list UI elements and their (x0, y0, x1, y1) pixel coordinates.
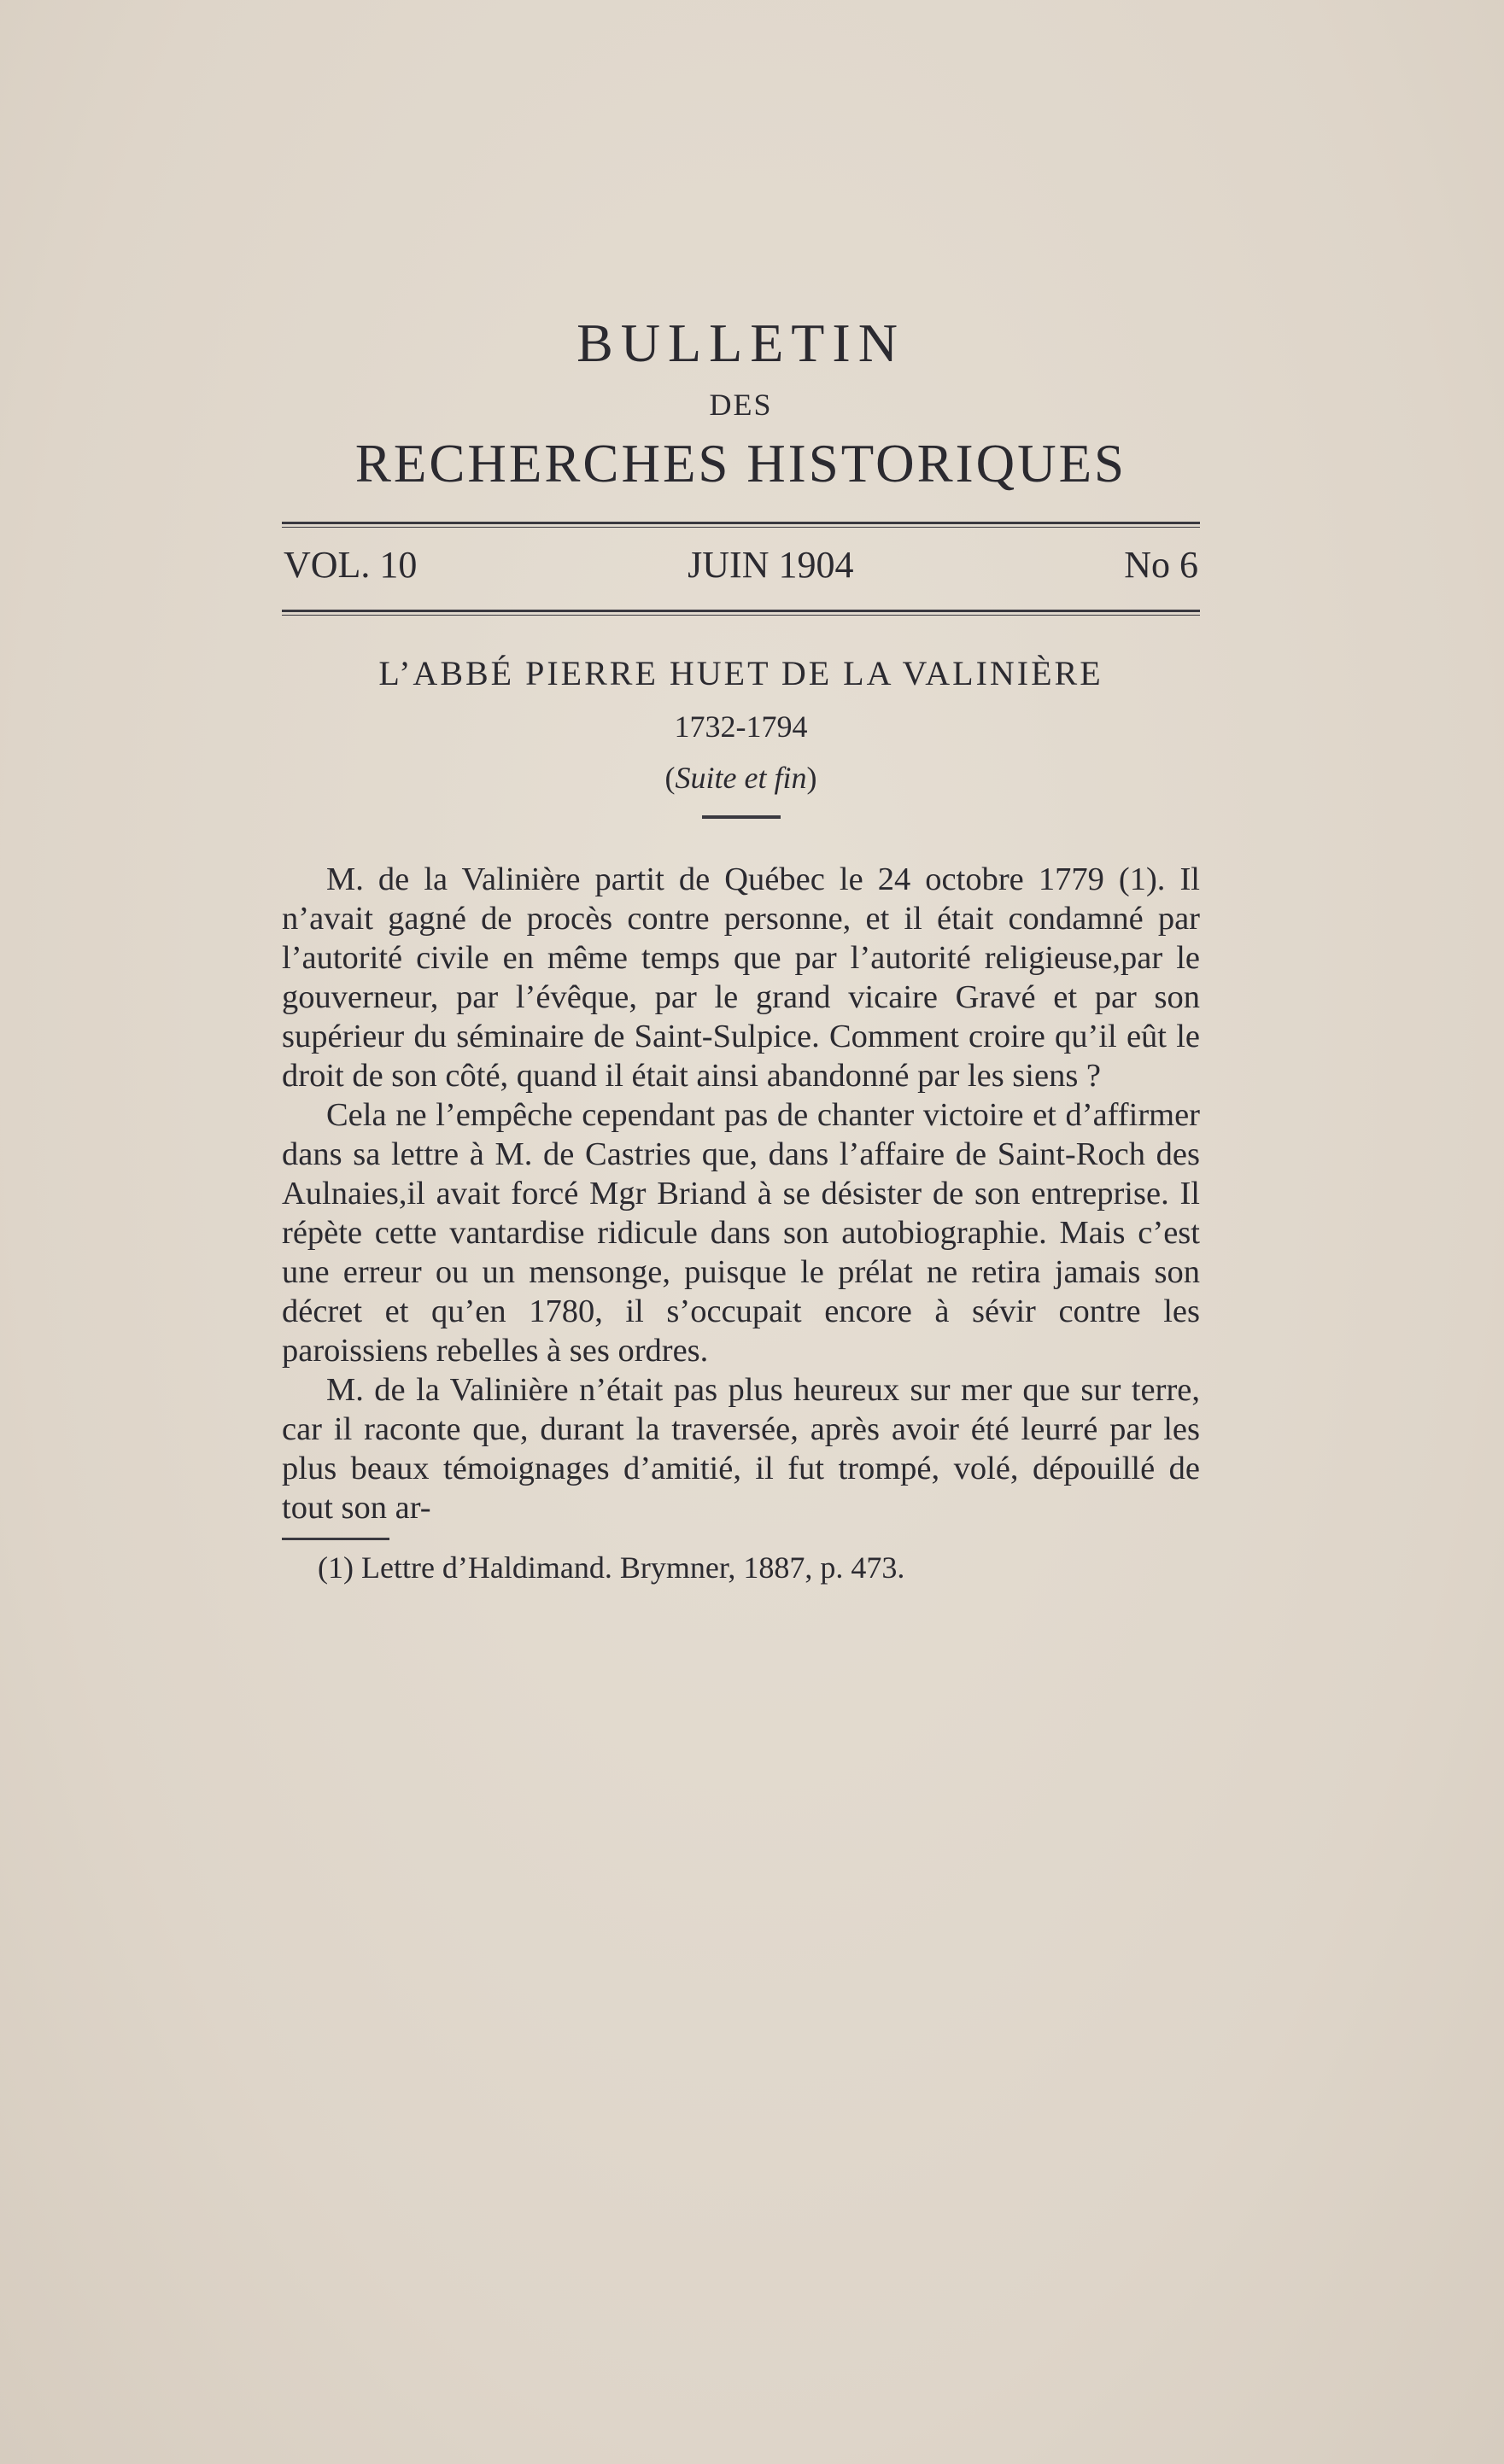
body-paragraph: M. de la Valinière n’était pas plus heureux sur mer que sur terre, car il raconte que, durant la traversée, après avoir été leurré par les plus beaux témoignages d’amitié, il fut trompé, volé, dépouillé de tout son ar- (282, 1372, 1200, 1526)
continuation-open-paren: ( (664, 761, 676, 795)
issue-number: No 6 (1124, 544, 1198, 586)
journal-title-des: DES (709, 388, 773, 422)
article-body (282, 860, 1200, 1527)
issue-line (282, 546, 1200, 584)
continuation-close-paren: ) (806, 761, 817, 795)
footnote: (1) Lettre d’Haldimand. Brymner, 1887, p. 473. (318, 1550, 905, 1585)
masthead-rule-top (282, 522, 1200, 528)
article-continuation-note (282, 762, 1200, 793)
journal-title: BULLETIN (576, 312, 905, 373)
masthead-rule-bottom (282, 610, 1200, 616)
article-dates: 1732-1794 (674, 709, 808, 744)
issue-volume: VOL. 10 (284, 544, 418, 586)
page-column (282, 312, 1200, 1585)
article-title: L’ABBÉ PIERRE HUET DE LA VALINIÈRE (378, 654, 1103, 692)
body-paragraph: M. de la Valinière partit de Québec le 24 octobre 1779 (1). Il n’avait gagné de procès contre personne, et il était condamné par l’autorité civile en même temps que par l’autorité religieuse,par le gouverneur, par l’évêque, par le grand vicaire Gravé et par son supérieur du séminaire de Saint-Sulpice. Comment croire qu’il eût le droit de son côté, quand il était ainsi abandonné par les siens ? (282, 861, 1200, 1094)
footnote-rule (282, 1538, 389, 1540)
issue-date: JUIN 1904 (688, 544, 854, 586)
continuation-text: Suite et fin (675, 761, 807, 795)
title-separator-rule (702, 815, 781, 819)
journal-subtitle: RECHERCHES HISTORIQUES (354, 434, 1127, 493)
body-paragraph: Cela ne l’empêche cependant pas de chanter victoire et d’affirmer dans sa lettre à M. de Castries que, dans l’affaire de Saint-Roch des Aulnaies,il avait forcé Mgr Briand à se désister de son entreprise. Il répète cette vantardise ridicule dans son autobiographie. Mais c’est une erreur ou un mensonge, puisque le prélat ne retira jamais son décret et qu’en 1780, il s’occupait encore à sévir contre les paroissiens rebelles à ses ordres. (282, 1097, 1200, 1369)
